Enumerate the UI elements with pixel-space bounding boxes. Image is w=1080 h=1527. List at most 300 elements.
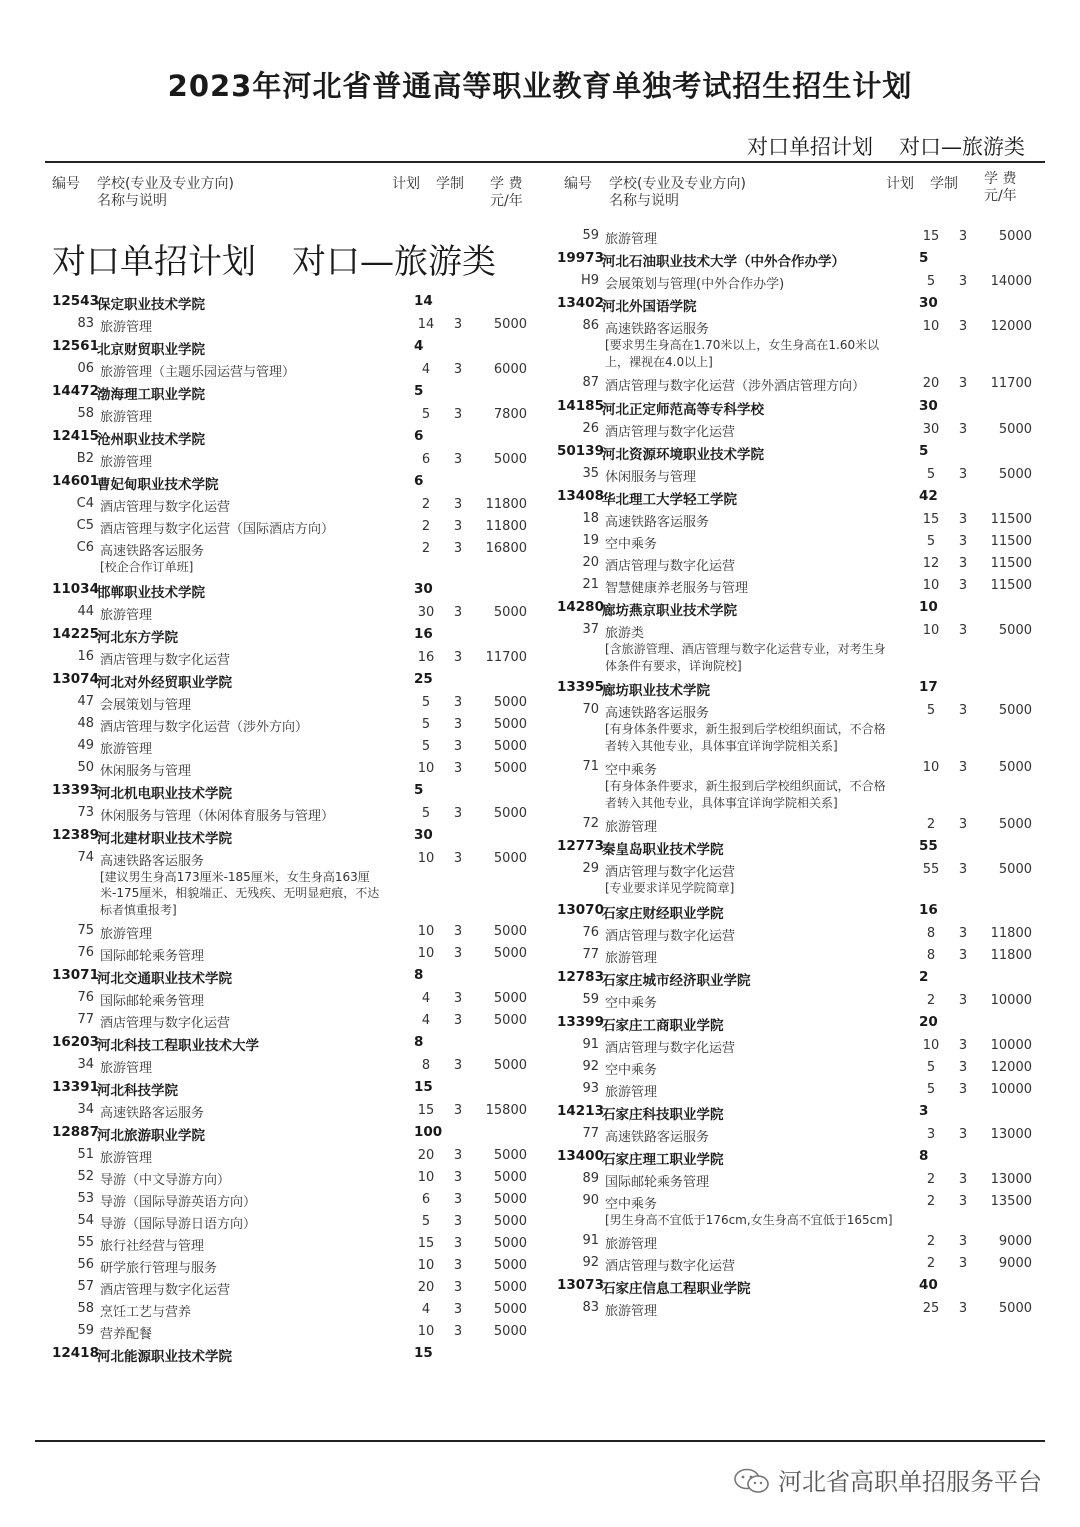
major-fee: 9000 (998, 1256, 1032, 1271)
major-fee: 11500 (990, 578, 1032, 593)
major-name: 空中乘务 (605, 537, 658, 552)
right-column (557, 225, 1047, 1319)
major-plan: 3 (926, 1126, 936, 1142)
major-plan: 2 (926, 1171, 936, 1187)
major-name: 旅游管理（主题乐园运营与管理） (100, 365, 296, 380)
major-code: 34 (77, 1102, 94, 1117)
note-text: [校企合作订单班] (100, 560, 194, 574)
school-code: 50139 (557, 443, 604, 459)
major-name: 智慧健康养老服务与管理 (605, 581, 749, 596)
major-years: 3 (453, 1170, 463, 1185)
major-years: 3 (958, 512, 968, 527)
school-row (52, 1076, 542, 1099)
major-name: 旅游管理 (605, 232, 658, 247)
school-code: 12415 (52, 428, 99, 444)
school-plan: 25 (414, 670, 433, 687)
major-fee: 11500 (990, 512, 1032, 527)
major-plan: 2 (926, 1256, 936, 1271)
school-row (557, 1100, 1047, 1123)
school-row (52, 380, 542, 403)
major-row (557, 1230, 1047, 1252)
major-plan: 15 (417, 1236, 435, 1251)
major-row (52, 987, 542, 1009)
school-row (52, 824, 542, 847)
major-name: 旅游管理 (100, 607, 153, 623)
school-plan: 30 (414, 580, 433, 597)
major-name: 国际邮轮乘务管理 (100, 994, 205, 1009)
major-fee: 5000 (493, 850, 527, 866)
major-years: 3 (453, 924, 463, 939)
major-name: 酒店管理与数字化运营（国际酒店方向） (100, 522, 335, 537)
school-plan: 42 (919, 488, 938, 504)
footer-text: 河北省高职单招服务平台 (778, 1468, 1042, 1496)
major-plan: 2 (926, 1193, 936, 1209)
major-years: 3 (453, 694, 463, 710)
major-note (557, 641, 1047, 676)
major-code: 58 (77, 406, 94, 421)
major-row (557, 922, 1047, 944)
major-name: 旅游管理 (100, 320, 153, 335)
major-years: 3 (958, 534, 968, 549)
school-name: 北京财贸职业学院 (97, 342, 205, 358)
school-row (52, 290, 542, 313)
major-name: 旅游管理 (605, 950, 658, 966)
major-plan: 5 (926, 1059, 936, 1075)
major-row (52, 1009, 542, 1031)
major-plan: 10 (417, 1324, 435, 1339)
major-plan: 6 (421, 452, 431, 467)
major-years: 3 (453, 497, 463, 512)
page-title: 2023年河北省普通高等职业教育单独考试招生招生计划 (167, 69, 913, 103)
major-fee: 5000 (493, 1192, 527, 1207)
major-name: 旅游管理 (100, 1061, 153, 1076)
school-name: 河北对外经贸职业学院 (97, 674, 232, 691)
major-row (52, 1254, 542, 1276)
major-row (557, 418, 1047, 440)
major-row (52, 1276, 542, 1298)
school-code: 12887 (52, 1124, 99, 1140)
header-plan: 计划 (392, 176, 420, 192)
major-row (557, 1078, 1047, 1100)
major-plan: 8 (926, 947, 936, 963)
school-name: 石家庄信息工程职业学院 (602, 1281, 751, 1297)
school-plan: 6 (414, 473, 424, 489)
major-note (557, 337, 1047, 372)
wechat-icon (732, 1468, 772, 1494)
school-row (557, 440, 1047, 463)
major-code: 47 (77, 693, 94, 709)
major-name: 导游（中文导游方向） (100, 1173, 231, 1188)
major-row (52, 601, 542, 623)
major-code: 71 (582, 759, 599, 774)
major-name: 旅游管理 (100, 741, 153, 757)
major-years: 3 (958, 862, 968, 877)
school-plan: 8 (919, 1147, 929, 1164)
major-fee: 5000 (493, 738, 527, 754)
major-fee: 10000 (990, 992, 1032, 1008)
major-years: 3 (453, 1258, 463, 1273)
school-code: 13393 (52, 781, 99, 798)
major-code: 75 (77, 923, 94, 938)
major-code: 44 (77, 603, 94, 619)
major-fee: 11700 (990, 376, 1032, 391)
major-name: 酒店管理与数字化运营 (100, 1016, 231, 1031)
school-name: 河北旅游职业学院 (97, 1128, 205, 1144)
major-name: 空中乘务 (605, 1196, 658, 1212)
major-years: 3 (453, 738, 463, 754)
major-row (52, 691, 542, 713)
major-plan: 5 (421, 1214, 431, 1229)
major-code: 83 (582, 1300, 599, 1315)
major-name: 高速铁路客运服务 (605, 515, 710, 530)
school-plan: 8 (414, 1034, 424, 1050)
major-plan: 5 (926, 274, 936, 289)
school-plan: 4 (414, 338, 424, 354)
major-name: 酒店管理与数字化运营 (100, 1283, 231, 1298)
major-years: 3 (958, 925, 968, 941)
school-code: 13408 (557, 488, 604, 504)
major-plan: 5 (926, 534, 936, 549)
school-row (557, 966, 1047, 989)
school-code: 12783 (557, 968, 604, 985)
major-note (557, 880, 1047, 899)
major-row (52, 1144, 542, 1166)
major-name: 酒店管理与数字化运营 (605, 928, 736, 944)
major-plan: 30 (922, 422, 940, 437)
major-row (557, 756, 1047, 778)
major-plan: 2 (421, 519, 431, 534)
school-name: 河北能源职业技术学院 (97, 1349, 232, 1365)
major-name: 酒店管理与数字化运营 (605, 865, 736, 880)
major-name: 休闲服务与管理 (605, 470, 697, 485)
major-row (557, 508, 1047, 530)
major-fee: 5000 (493, 1302, 527, 1317)
school-plan: 16 (919, 901, 938, 918)
major-plan: 20 (417, 1148, 435, 1163)
major-years: 3 (453, 452, 463, 467)
major-fee: 12000 (990, 1059, 1032, 1075)
school-row (557, 247, 1047, 270)
school-row (52, 578, 542, 601)
major-name: 空中乘务 (605, 1062, 658, 1078)
column-header-left (52, 174, 542, 218)
school-name: 河北机电职业技术学院 (97, 785, 232, 802)
school-code: 14472 (52, 383, 99, 399)
major-code: C6 (76, 540, 94, 555)
column-header-right (564, 171, 1054, 218)
major-plan: 4 (421, 1302, 431, 1317)
school-plan: 30 (414, 826, 433, 843)
header-years: 学制 (930, 176, 958, 192)
major-years: 3 (958, 467, 968, 482)
school-name: 石家庄科技职业学院 (602, 1106, 724, 1123)
major-plan: 5 (421, 738, 431, 754)
major-row (52, 1298, 542, 1320)
school-plan: 20 (919, 1013, 938, 1030)
major-name: 酒店管理与数字化运营（涉外酒店管理方向） (605, 379, 866, 394)
major-name: 国际邮轮乘务管理 (605, 1174, 710, 1190)
major-fee: 5000 (493, 991, 527, 1006)
major-row (557, 315, 1047, 337)
school-name: 河北石油职业技术大学（中外合作办学） (602, 254, 845, 270)
school-plan: 5 (919, 443, 929, 459)
major-fee: 5000 (493, 317, 527, 332)
major-fee: 5000 (493, 924, 527, 939)
major-code: 55 (77, 1235, 94, 1250)
major-name: 高速铁路客运服务 (100, 1106, 205, 1121)
major-years: 3 (453, 991, 463, 1006)
school-code: 14601 (52, 473, 99, 489)
school-code: 12773 (557, 838, 604, 854)
school-plan: 8 (414, 967, 424, 983)
major-row (557, 463, 1047, 485)
major-code: 87 (582, 375, 599, 390)
major-row (52, 802, 542, 824)
major-name: 酒店管理与数字化运营（涉外方向） (100, 719, 309, 735)
major-row (52, 1054, 542, 1076)
major-years: 3 (958, 623, 968, 638)
major-name: 旅游管理 (605, 1084, 658, 1100)
major-fee: 5000 (493, 1236, 527, 1251)
major-years: 3 (453, 1013, 463, 1028)
school-name: 渤海理工职业学院 (97, 387, 205, 403)
school-plan: 55 (919, 838, 938, 854)
major-code: 48 (77, 715, 94, 731)
major-code: 90 (582, 1192, 599, 1208)
major-row (557, 270, 1047, 292)
major-plan: 5 (421, 716, 431, 732)
major-code: 52 (77, 1169, 94, 1184)
major-row (557, 619, 1047, 641)
note-text: [建议男生身高173厘米-185厘米，女生身高163厘米-175厘米，相貌端正、无残疾、无明显疤痕，不达标者慎重报考] (100, 869, 380, 917)
major-name: 空中乘务 (605, 763, 658, 778)
major-fee: 14000 (990, 274, 1032, 289)
school-name: 廊坊燕京职业技术学院 (602, 603, 737, 619)
major-name: 酒店管理与数字化运营 (605, 1040, 736, 1056)
major-plan: 10 (922, 760, 940, 775)
major-code: 21 (582, 577, 599, 592)
major-fee: 11800 (990, 947, 1032, 963)
major-fee: 5000 (493, 1258, 527, 1273)
major-years: 3 (453, 1148, 463, 1163)
major-fee: 16800 (485, 541, 527, 556)
major-fee: 5000 (998, 467, 1032, 482)
bottom-divider (35, 1440, 1045, 1442)
major-years: 3 (453, 649, 463, 665)
major-code: 89 (582, 1170, 599, 1186)
school-name: 河北建材职业技术学院 (97, 830, 232, 847)
major-years: 3 (453, 850, 463, 866)
major-row (52, 847, 542, 869)
major-plan: 4 (421, 362, 431, 377)
major-plan: 2 (926, 817, 936, 832)
school-row (557, 899, 1047, 922)
major-plan: 12 (922, 556, 940, 571)
major-code: 35 (582, 466, 599, 481)
school-plan: 100 (414, 1124, 443, 1140)
school-plan: 5 (414, 781, 424, 798)
school-plan: 5 (919, 250, 929, 266)
major-years: 3 (958, 1301, 968, 1316)
major-fee: 5000 (493, 604, 527, 620)
school-row (52, 335, 542, 358)
major-years: 3 (958, 1059, 968, 1075)
major-plan: 10 (922, 578, 940, 593)
major-code: 54 (77, 1213, 94, 1228)
major-fee: 5000 (493, 1148, 527, 1163)
note-text: [含旅游管理、酒店管理与数字化运营专业，对考生身体条件有要求，详询院校] (605, 642, 886, 673)
major-name: 高速铁路客运服务 (605, 706, 710, 721)
major-years: 3 (453, 317, 463, 332)
major-code: 53 (77, 1191, 94, 1206)
major-plan: 5 (421, 805, 431, 821)
major-fee: 5000 (493, 760, 527, 776)
school-code: 12543 (52, 293, 99, 309)
major-code: 92 (582, 1255, 599, 1270)
major-fee: 5000 (493, 805, 527, 821)
major-fee: 5000 (998, 862, 1032, 877)
major-fee: 5000 (493, 1280, 527, 1295)
major-code: 29 (582, 861, 599, 876)
school-code: 13399 (557, 1013, 604, 1030)
school-name: 河北交通职业技术学院 (97, 971, 232, 987)
major-fee: 11800 (485, 519, 527, 534)
section-heading-category: 对口单招计划 (52, 242, 256, 282)
major-row (52, 942, 542, 964)
major-years: 3 (453, 1302, 463, 1317)
school-code: 13402 (557, 295, 604, 311)
major-years: 3 (958, 1126, 968, 1142)
major-years: 3 (958, 1193, 968, 1209)
major-fee: 5000 (493, 1170, 527, 1185)
major-row (52, 1166, 542, 1188)
major-code: 83 (77, 316, 94, 331)
major-row (557, 858, 1047, 880)
school-plan: 14 (414, 293, 433, 309)
major-code: 58 (77, 1301, 94, 1316)
major-code: 72 (582, 816, 599, 831)
major-fee: 5000 (493, 1214, 527, 1229)
major-plan: 15 (417, 1103, 435, 1118)
major-years: 3 (453, 716, 463, 732)
school-code: 14280 (557, 599, 604, 615)
major-fee: 5000 (998, 703, 1032, 718)
major-row (557, 574, 1047, 596)
major-fee: 10000 (990, 1081, 1032, 1097)
major-fee: 6000 (493, 362, 527, 377)
major-years: 3 (958, 556, 968, 571)
major-plan: 55 (922, 862, 940, 877)
major-code: 56 (77, 1257, 94, 1272)
major-name: 酒店管理与数字化运营 (605, 425, 736, 440)
school-plan: 15 (414, 1345, 433, 1361)
school-code: 13400 (557, 1147, 604, 1164)
school-row (557, 1145, 1047, 1168)
major-row (52, 1188, 542, 1210)
major-years: 3 (453, 407, 463, 422)
major-plan: 30 (417, 604, 435, 620)
major-row (557, 813, 1047, 835)
school-plan: 30 (919, 295, 938, 311)
major-plan: 5 (421, 694, 431, 710)
major-name: 高速铁路客运服务 (605, 1129, 710, 1145)
school-row (52, 964, 542, 987)
school-code: 13074 (52, 670, 99, 687)
major-row (52, 537, 542, 559)
major-years: 3 (958, 760, 968, 775)
major-name: 高速铁路客运服务 (100, 544, 205, 559)
major-row (52, 646, 542, 668)
major-code: 20 (582, 555, 599, 570)
subtitle-type: 对口—旅游类 (899, 135, 1025, 159)
major-plan: 5 (926, 703, 936, 718)
major-code: 18 (582, 511, 599, 526)
school-name: 秦皇岛职业技术学院 (602, 842, 724, 858)
major-row (557, 1252, 1047, 1274)
school-row (52, 779, 542, 802)
major-code: 86 (582, 318, 599, 333)
school-row (557, 835, 1047, 858)
major-fee: 5000 (998, 760, 1032, 775)
school-code: 19973 (557, 250, 604, 266)
major-fee: 5000 (493, 716, 527, 732)
major-name: 旅游管理 (100, 1151, 153, 1166)
major-fee: 11700 (485, 649, 527, 665)
major-row (52, 448, 542, 470)
school-code: 14213 (557, 1102, 604, 1119)
major-note (557, 721, 1047, 756)
major-code: 19 (582, 533, 599, 548)
major-years: 3 (453, 519, 463, 534)
school-name: 石家庄工商职业学院 (602, 1017, 724, 1034)
header-school-sub: 名称与说明 (97, 193, 167, 209)
major-row (557, 1190, 1047, 1212)
major-row (52, 403, 542, 425)
school-name: 石家庄城市经济职业学院 (602, 972, 751, 989)
major-code: 91 (582, 1036, 599, 1052)
major-code: 57 (77, 1279, 94, 1294)
major-fee: 5000 (493, 452, 527, 467)
major-row (557, 1168, 1047, 1190)
major-years: 3 (453, 805, 463, 821)
major-name: 休闲服务与管理 (100, 763, 192, 779)
major-years: 3 (958, 1256, 968, 1271)
major-plan: 15 (922, 229, 940, 244)
school-row (52, 1031, 542, 1054)
major-row (52, 1099, 542, 1121)
major-code: 37 (582, 622, 599, 637)
major-plan: 10 (922, 1037, 940, 1053)
school-row (557, 1011, 1047, 1034)
major-row (52, 493, 542, 515)
major-row (52, 757, 542, 779)
major-code: 74 (77, 849, 94, 865)
major-row (52, 920, 542, 942)
major-code: 06 (77, 361, 94, 376)
school-plan: 17 (919, 679, 938, 695)
major-name: 酒店管理与数字化运营 (605, 1259, 736, 1274)
school-code: 12561 (52, 338, 99, 354)
major-plan: 2 (926, 992, 936, 1008)
major-years: 3 (453, 760, 463, 776)
major-row (557, 552, 1047, 574)
major-plan: 10 (417, 1170, 435, 1185)
major-code: 92 (582, 1058, 599, 1074)
major-plan: 10 (417, 924, 435, 939)
major-code: 76 (77, 990, 94, 1005)
major-name: 营养配餐 (100, 1327, 153, 1342)
major-fee: 11800 (485, 497, 527, 512)
